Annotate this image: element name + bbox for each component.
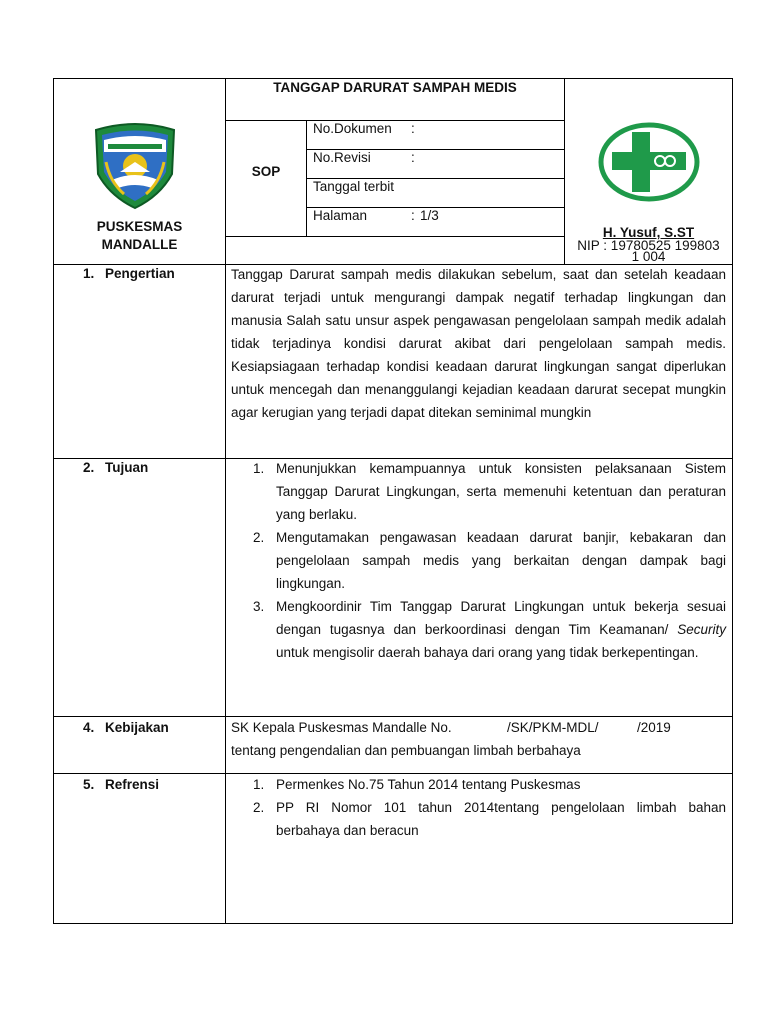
- section-tujuan-label: 2. Tujuan: [83, 460, 149, 475]
- signer-name: H. Yusuf, S.ST: [602, 225, 695, 240]
- list-item: 1. Permenkes No.75 Tahun 2014 tentang Puskesmas: [253, 777, 581, 792]
- list-item: 1. Menunjukkan kemampuannya untuk konsisten pelaksanaan Sistem Tanggap Darurat Lingkungan, serta memenuhi ketentuan dan peraturan yang berlaku.: [253, 461, 726, 522]
- signer-nip-line1: NIP : 19780525 199803: [577, 238, 720, 253]
- section-pengertian-label: 1. Pengertian: [83, 266, 175, 281]
- puskesmas-cross-logo-icon: [598, 122, 700, 202]
- list-item: 3. Mengkoordinir Tim Tanggap Darurat Lingkungan untuk bekerja sesuai dengan tugasnya dan berkoordinasi dengan Tim Keamanan/ Security untuk mengisolir daerah bahaya dari orang yang tidak berkepentingan.: [253, 599, 726, 660]
- sop-label: SOP: [251, 164, 281, 179]
- signer-nip-line2: 1 004: [631, 249, 666, 264]
- list-item: 2. Mengutamakan pengawasan keadaan darurat banjir, kebakaran dan pengelolaan sampah medis yang berkaitan dengan dampak bagi lingkungan.: [253, 530, 726, 591]
- section-kebijakan-label: 4. Kebijakan: [83, 720, 169, 735]
- section-tujuan-list: [228, 457, 726, 664]
- section-refrensi-list: [228, 773, 726, 842]
- org-name-line1: PUSKESMAS: [96, 219, 183, 234]
- section-kebijakan-line2: tentang pengendalian dan pembuangan limbah berbahaya: [231, 743, 581, 758]
- list-item: 2. PP RI Nomor 101 tahun 2014tentang pengelolaan limbah bahan berbahaya dan beracun: [253, 800, 726, 838]
- org-name-line2: MANDALLE: [101, 237, 178, 252]
- section-pengertian-text: Tanggap Darurat sampah medis dilakukan sebelum, saat dan setelah keadaan darurat terjadi untuk mengurangi dampak negatif terhadap lingkungan dan manusia Salah satu unsur aspek pengawasan pengelolaan sampah medik adalah tidak terjadinya kondisi darurat akibat dari pengelolaan sampah medis. Kesiapsiagaan terhadap kondisi keadaan darurat lingkungan sangat diperlukan untuk mencegah dan menanggulangi kejadian keadaan darurat secepat mungkin agar kerugian yang terjadi dapat ditekan seminimal mungkin: [231, 267, 726, 420]
- regional-emblem-icon: [90, 122, 180, 210]
- section-refrensi-label: 5. Refrensi: [83, 777, 160, 792]
- document-title: TANGGAP DARURAT SAMPAH MEDIS: [273, 80, 517, 95]
